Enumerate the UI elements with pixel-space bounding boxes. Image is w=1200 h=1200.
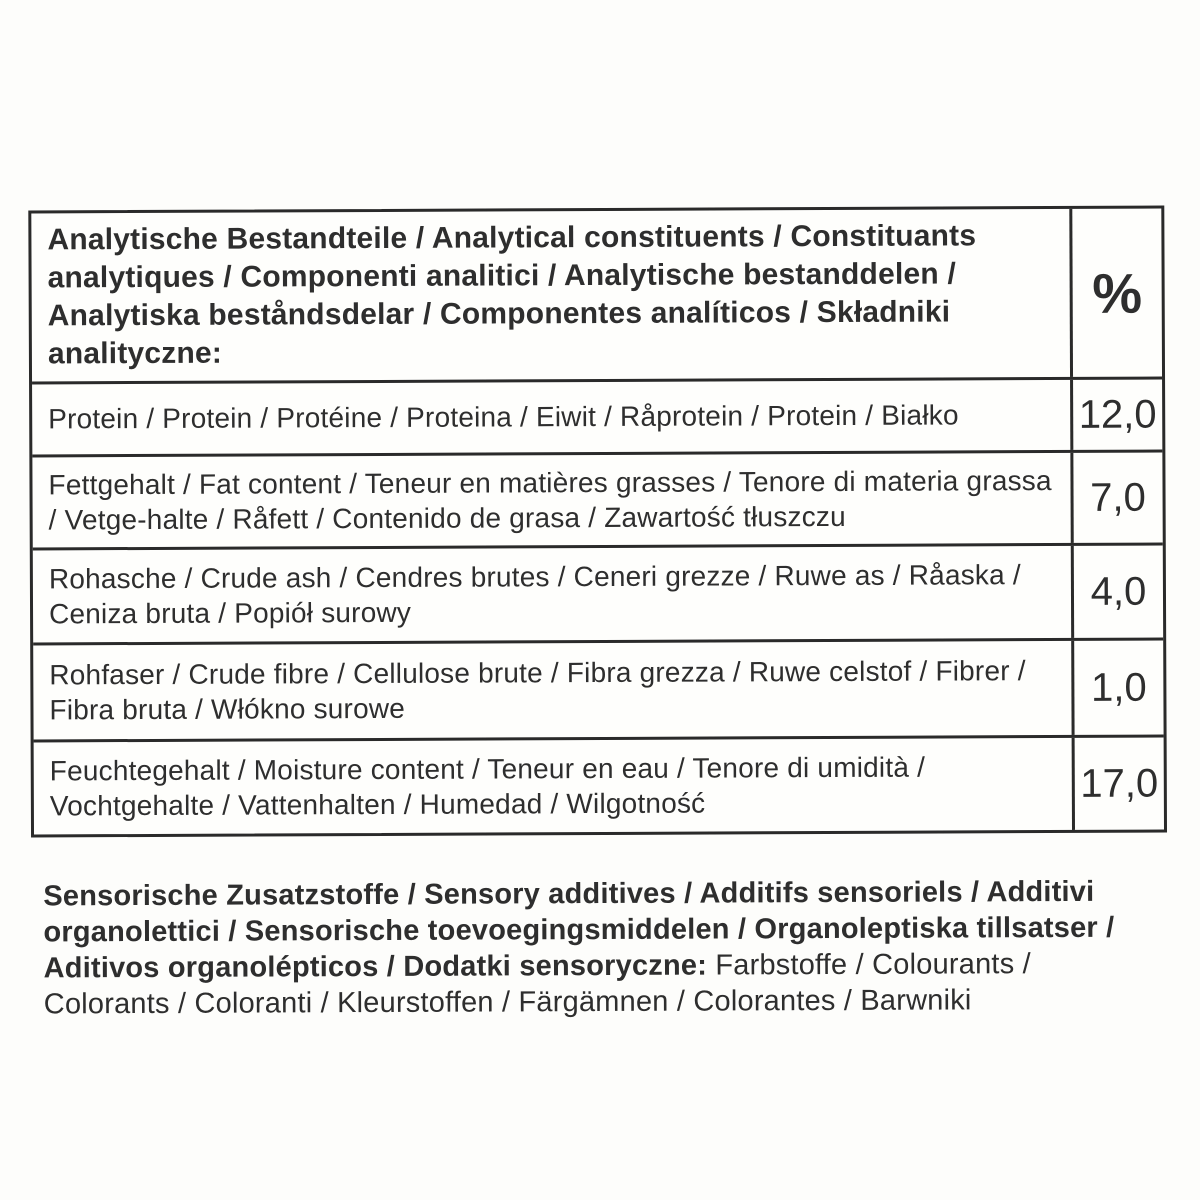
table-row-crude-fibre xyxy=(33,638,1163,740)
table-row-moisture-content xyxy=(34,735,1164,835)
row-label-crude-fibre: Rohfaser / Crude fibre / Cellulose brute / Fibra grezza / Ruwe celstof / Fibrer / Fibra bruta / Włókno surowe xyxy=(49,654,1026,726)
table-row-protein xyxy=(32,377,1162,455)
analytical-constituents-table xyxy=(28,206,1167,838)
table-header-unit-percent: % xyxy=(1069,209,1162,378)
row-value-crude-fibre: 1,0 xyxy=(1071,641,1163,735)
row-label-crude-ash: Rohasche / Crude ash / Cendres brutes / Ceneri grezze / Ruwe as / Råaska / Ceniza bruta / Popiół surowy xyxy=(48,558,1021,630)
row-label-moisture-content: Feuchtegehalt / Moisture content / Teneur en eau / Tenore di umidità / Vochtgehalte / Vattenhalten / Humedad / Wilgotność xyxy=(49,751,926,822)
sensory-additives-colourants-list: Farbstoffe / Colourants / Colorants / Coloranti / Kleurstoffen / Färgämnen / Colorantes / Barwniki xyxy=(43,948,1031,1021)
table-row-crude-ash xyxy=(33,543,1163,643)
row-label-fat-content: Fettgehalt / Fat content / Teneur en matières grasses / Tenore di materia grassa / Vetge-halte / Råfett / Contenido de grasa / Zawartość tłuszczu xyxy=(48,464,1052,536)
table-header-title: Analytische Bestandteile / Analytical constituents / Constituants analytiques / Componenti analitici / Analytische bestanddelen / Analytiska beståndsdelar / Componentes analíticos / Składniki analityczne: xyxy=(47,219,977,371)
row-value-moisture-content: 17,0 xyxy=(1072,738,1164,830)
row-value-fat-content: 7,0 xyxy=(1070,453,1162,543)
row-value-crude-ash: 4,0 xyxy=(1071,546,1163,638)
sensory-additives-note xyxy=(43,875,1160,1024)
table-row-fat-content xyxy=(32,450,1162,548)
table-header-row xyxy=(31,209,1162,382)
row-value-protein: 12,0 xyxy=(1070,380,1162,450)
sensory-additives-heading: Sensorische Zusatzstoffe / Sensory additives / Additifs sensoriels / Additivi organolettici / Sensorische toevoegingsmiddelen / Organoleptiska tillsatser / Aditivos organolépticos / Dodatki sensoryczne: xyxy=(43,875,1115,985)
row-label-protein: Protein / Protein / Protéine / Proteina / Eiwit / Råprotein / Protein / Białko xyxy=(48,399,959,435)
